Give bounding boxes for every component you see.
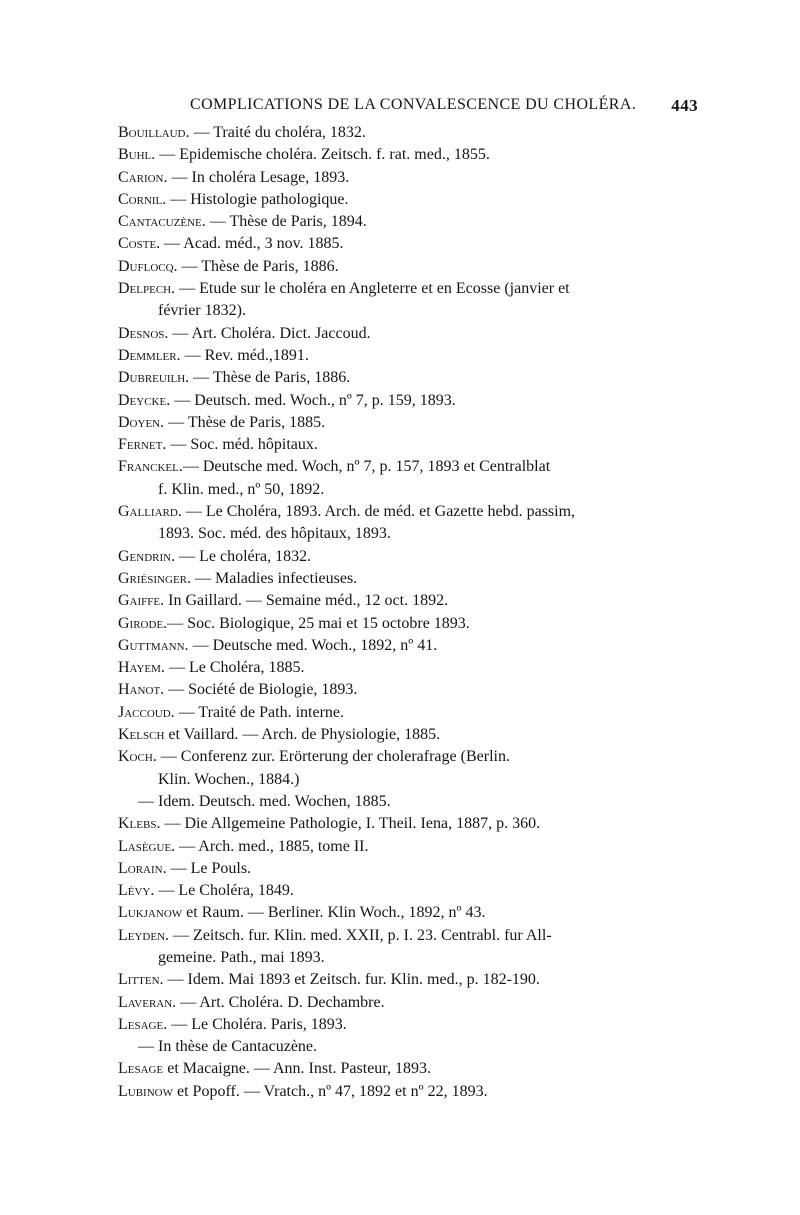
running-title: COMPLICATIONS DE LA CONVALESCENCE DU CHOLÉRA. bbox=[190, 96, 637, 113]
entry-text: — Traité de Path. interne. bbox=[174, 703, 344, 721]
entry-author: Koch. bbox=[118, 748, 157, 766]
bibliography-entry bbox=[118, 233, 688, 255]
entry-text: — Soc. méd. hôpitaux. bbox=[166, 436, 318, 454]
bibliography-entry bbox=[118, 657, 688, 679]
bibliography-entry bbox=[118, 412, 688, 434]
bibliography-entry bbox=[118, 702, 688, 724]
bibliography-entry bbox=[118, 1058, 688, 1080]
entry-author: Gaiffe. bbox=[118, 592, 165, 610]
bibliography-entry bbox=[118, 211, 688, 233]
bibliography-entry bbox=[118, 836, 688, 858]
entry-author: Lukjanow bbox=[118, 904, 183, 922]
entry-author: Galliard. bbox=[118, 503, 182, 521]
entry-text: et Raum. — Berliner. Klin Woch., 1892, nº 43. bbox=[182, 904, 486, 922]
entry-author: Cornil. bbox=[118, 190, 167, 208]
bibliography-entry bbox=[118, 791, 688, 813]
entry-author: Deycke. bbox=[118, 391, 171, 409]
entry-text: — Zeitsch. fur. Klin. med. XXII, p. I. 23. Centrabl. fur All- bbox=[169, 926, 552, 944]
entry-text: — Le choléra, 1832. bbox=[175, 547, 312, 565]
bibliography-entry bbox=[118, 746, 688, 791]
bibliography-entry bbox=[118, 858, 688, 880]
bibliography-entry bbox=[118, 992, 688, 1014]
entry-text: — Maladies infectieuses. bbox=[191, 569, 358, 587]
entry-text: — Thèse de Paris, 1885. bbox=[164, 413, 326, 431]
entry-text: — Rev. méd.,1891. bbox=[180, 346, 309, 364]
bibliography-entry bbox=[118, 635, 688, 657]
entry-text: — Deutsche med. Woch, nº 7, p. 157, 1893 et Centralblat bbox=[182, 458, 551, 476]
entry-text: — Traité du choléra, 1832. bbox=[189, 124, 366, 141]
entry-author: Buhl. bbox=[118, 146, 156, 164]
entry-author: Demmler. bbox=[118, 346, 181, 364]
entry-author: Fernet. bbox=[118, 436, 167, 454]
entry-text: — Le Choléra, 1893. Arch. de méd. et Gazette hebd. passim, bbox=[181, 503, 576, 521]
entry-author: Dubreuilh. bbox=[118, 369, 190, 387]
entry-text: — Société de Biologie, 1893. bbox=[164, 681, 358, 699]
bibliography-entry bbox=[118, 969, 688, 991]
bibliography-list bbox=[118, 122, 688, 1103]
entry-text: — Le Pouls. bbox=[166, 859, 252, 877]
entry-author: Litten. bbox=[118, 971, 164, 989]
entry-author: Hanot. bbox=[118, 681, 165, 699]
entry-author: Kelsch bbox=[118, 726, 165, 744]
bibliography-entry bbox=[118, 1014, 688, 1036]
bibliography-entry bbox=[118, 679, 688, 701]
bibliography-entry bbox=[118, 880, 688, 902]
entry-author: Bouillaud. bbox=[118, 124, 190, 141]
bibliography-entry bbox=[118, 367, 688, 389]
entry-author: Coste. bbox=[118, 235, 161, 253]
entry-continuation: février 1832). bbox=[158, 302, 246, 320]
entry-text: — Acad. méd., 3 nov. 1885. bbox=[160, 235, 344, 253]
entry-author: Desnos. bbox=[118, 324, 169, 342]
bibliography-entry bbox=[118, 278, 688, 323]
entry-author: Duflocq. bbox=[118, 257, 178, 275]
entry-text: — Soc. Biologique, 25 mai et 15 octobre 1893. bbox=[167, 614, 470, 632]
entry-text: — Art. Choléra. Dict. Jaccoud. bbox=[168, 324, 371, 342]
entry-author: Lévy. bbox=[118, 882, 155, 900]
entry-text: — Deutsch. med. Woch., nº 7, p. 159, 1893. bbox=[170, 391, 456, 409]
running-header bbox=[190, 96, 698, 114]
entry-text: — Etude sur le choléra en Angleterre et en Ecosse (janvier et bbox=[175, 280, 570, 298]
entry-text: In Gaillard. — Semaine méd., 12 oct. 1892. bbox=[164, 592, 449, 610]
entry-text: — Idem. Deutsch. med. Wochen, 1885. bbox=[138, 792, 391, 810]
bibliography-entry bbox=[118, 144, 688, 166]
entry-text: — Le Choléra. Paris, 1893. bbox=[167, 1015, 347, 1033]
bibliography-entry bbox=[118, 1036, 688, 1058]
entry-author: Leyden. bbox=[118, 926, 170, 944]
entry-author: Carion. bbox=[118, 168, 168, 186]
entry-author: Franckel. bbox=[118, 458, 183, 476]
entry-author: Delpech. bbox=[118, 280, 176, 298]
bibliography-entry bbox=[118, 390, 688, 412]
entry-text: — In choléra Lesage, 1893. bbox=[167, 168, 350, 186]
bibliography-entry bbox=[118, 256, 688, 278]
entry-text: — Epidemische choléra. Zeitsch. f. rat. med., 1855. bbox=[155, 146, 490, 164]
entry-author: Cantacuzène. bbox=[118, 213, 206, 231]
bibliography-entry bbox=[118, 724, 688, 746]
entry-author: Hayem. bbox=[118, 659, 165, 677]
entry-text: — Thèse de Paris, 1886. bbox=[189, 369, 351, 387]
entry-text: — In thèse de Cantacuzène. bbox=[138, 1038, 318, 1056]
bibliography-entry bbox=[118, 1081, 688, 1103]
entry-author: Laveran. bbox=[118, 993, 177, 1011]
bibliography-entry bbox=[118, 501, 688, 546]
bibliography-entry bbox=[118, 323, 688, 345]
bibliography-entry bbox=[118, 122, 688, 144]
entry-author: Klebs. bbox=[118, 815, 161, 833]
entry-author: Lorain. bbox=[118, 859, 167, 877]
entry-text: — Le Choléra, 1849. bbox=[154, 882, 294, 900]
bibliography-entry bbox=[118, 456, 688, 501]
entry-text: — Conferenz zur. Erörterung der cholerafrage (Berlin. bbox=[156, 748, 510, 766]
bibliography-entry bbox=[118, 568, 688, 590]
entry-text: — Thèse de Paris, 1886. bbox=[177, 257, 339, 275]
entry-text: — Le Choléra, 1885. bbox=[164, 659, 305, 677]
bibliography-entry bbox=[118, 345, 688, 367]
entry-text: — Art. Choléra. D. Dechambre. bbox=[176, 993, 385, 1011]
entry-author: Doyen. bbox=[118, 413, 165, 431]
entry-text: — Histologie pathologique. bbox=[166, 190, 349, 208]
entry-author: Griésinger. bbox=[118, 569, 191, 587]
entry-author: Lubinow bbox=[118, 1082, 173, 1100]
bibliography-entry bbox=[118, 613, 688, 635]
bibliography-entry bbox=[118, 546, 688, 568]
bibliography-entry bbox=[118, 925, 688, 970]
bibliography-entry bbox=[118, 813, 688, 835]
entry-continuation: f. Klin. med., nº 50, 1892. bbox=[158, 480, 325, 498]
bibliography-entry bbox=[118, 434, 688, 456]
bibliography-entry bbox=[118, 167, 688, 189]
entry-author: Lesage bbox=[118, 1060, 164, 1078]
entry-author: Girode. bbox=[118, 614, 168, 632]
bibliography-entry bbox=[118, 902, 688, 924]
bibliography-entry bbox=[118, 590, 688, 612]
entry-text: et Popoff. — Vratch., nº 47, 1892 et nº 22, 1893. bbox=[173, 1082, 488, 1100]
entry-continuation: gemeine. Path., mai 1893. bbox=[158, 948, 325, 966]
entry-text: — Deutsche med. Woch., 1892, nº 41. bbox=[188, 636, 438, 654]
entry-author: Jaccoud. bbox=[118, 703, 175, 721]
page-number: 443 bbox=[671, 96, 698, 115]
entry-text: — Idem. Mai 1893 et Zeitsch. fur. Klin. med., p. 182-190. bbox=[163, 971, 540, 989]
entry-text: — Thèse de Paris, 1894. bbox=[205, 213, 367, 231]
entry-author: Lesage. bbox=[118, 1015, 168, 1033]
entry-text: — Die Allgemeine Pathologie, I. Theil. Iena, 1887, p. 360. bbox=[160, 815, 541, 833]
entry-text: et Vaillard. — Arch. de Physiologie, 1885. bbox=[164, 726, 441, 744]
entry-text: et Macaigne. — Ann. Inst. Pasteur, 1893. bbox=[163, 1060, 431, 1078]
entry-text: — Arch. med., 1885, tome II. bbox=[175, 837, 369, 855]
entry-continuation: 1893. Soc. méd. des hôpitaux, 1893. bbox=[158, 525, 391, 543]
entry-continuation: Klin. Wochen., 1884.) bbox=[158, 770, 300, 788]
entry-author: Gendrin. bbox=[118, 547, 176, 565]
entry-author: Lasègue. bbox=[118, 837, 176, 855]
entry-author: Guttmann. bbox=[118, 636, 189, 654]
bibliography-entry bbox=[118, 189, 688, 211]
